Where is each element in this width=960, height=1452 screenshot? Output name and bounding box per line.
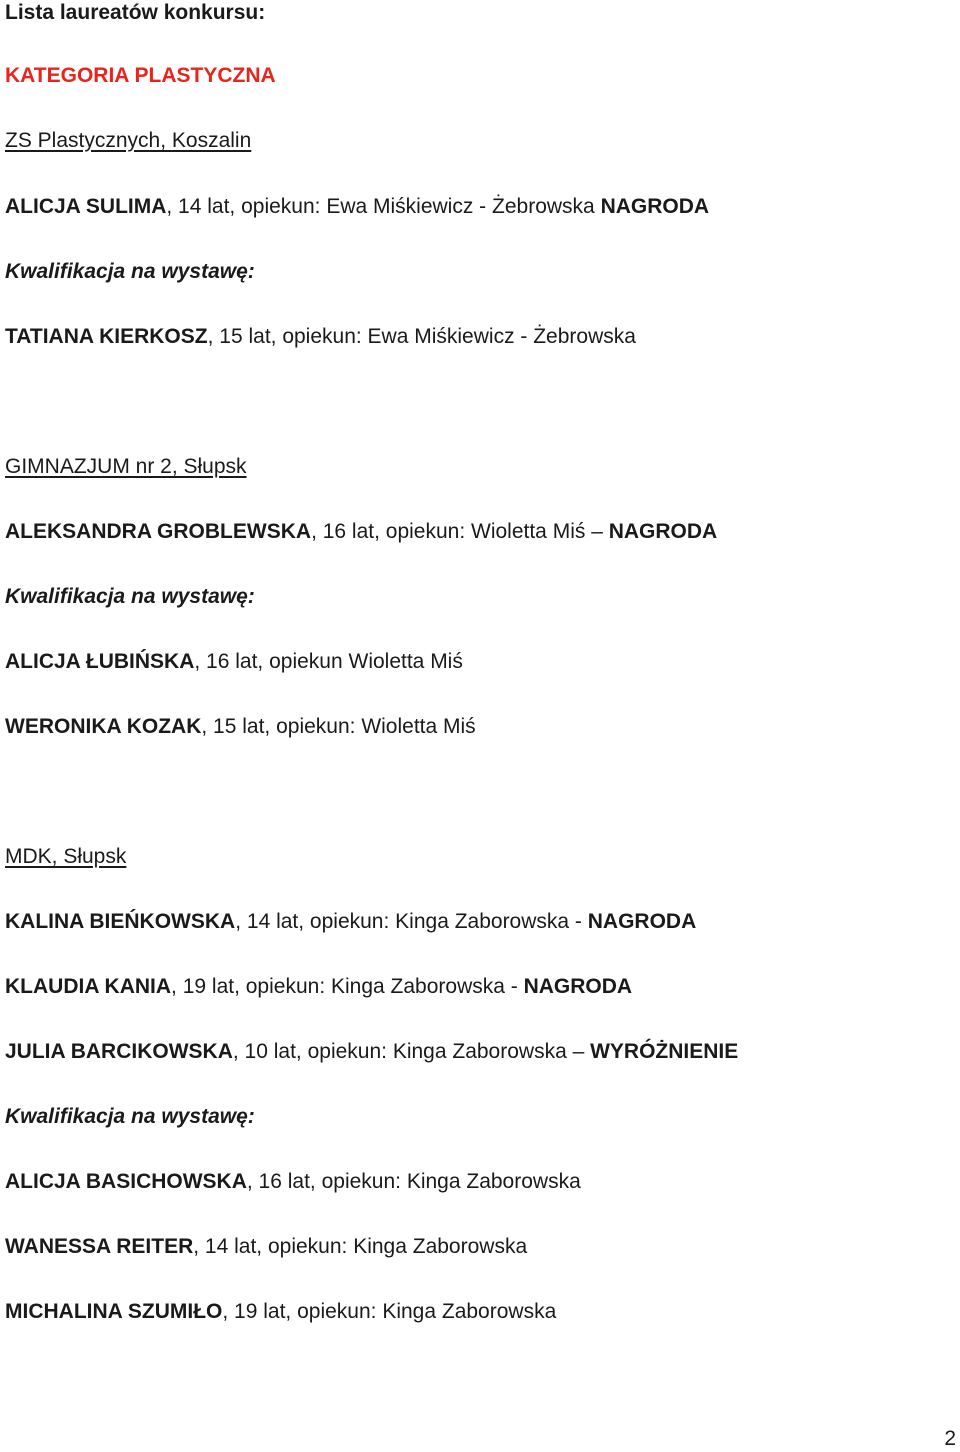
school-name: MDK, Słupsk (5, 845, 127, 868)
laureate-details: , 14 lat, opiekun: Ewa Miśkiewicz - Żebrowska (166, 195, 601, 218)
laureate-details: , 14 lat, opiekun: Kinga Zaborowska - (235, 910, 588, 933)
laureate-entry (5, 974, 632, 1000)
qualified-details: , 19 lat, opiekun: Kinga Zaborowska (222, 1300, 557, 1323)
qualification-heading: Kwalifikacja na wystawę: (5, 585, 255, 608)
award-label: NAGRODA (587, 910, 697, 933)
award-label: NAGRODA (600, 195, 710, 218)
qualified-name: WERONIKA KOZAK (5, 715, 202, 738)
qualified-details: , 15 lat, opiekun: Wioletta Miś (201, 715, 476, 738)
qualified-name: TATIANA KIERKOSZ (5, 325, 208, 348)
page-number: 2 (944, 1427, 956, 1450)
qualified-entry (5, 714, 476, 740)
laureate-name: JULIA BARCIKOWSKA (5, 1040, 233, 1063)
qualified-entry (5, 324, 636, 350)
qualified-name: MICHALINA SZUMIŁO (5, 1300, 223, 1323)
document-title: Lista laureatów konkursu: (5, 1, 266, 24)
laureate-entry (5, 909, 696, 935)
qualified-entry (5, 1234, 527, 1260)
laureate-entry (5, 1039, 738, 1065)
award-label: NAGRODA (608, 520, 718, 543)
qualified-details: , 15 lat, opiekun: Ewa Miśkiewicz - Żebrowska (207, 325, 636, 348)
qualified-name: WANESSA REITER (5, 1235, 194, 1258)
qualified-name: ALICJA ŁUBIŃSKA (5, 650, 195, 673)
laureate-details: , 16 lat, opiekun: Wioletta Miś – (311, 520, 609, 543)
laureate-entry (5, 194, 709, 220)
laureate-name: ALICJA SULIMA (5, 195, 167, 218)
qualified-entry (5, 649, 463, 675)
award-label: WYRÓŻNIENIE (590, 1040, 739, 1063)
qualified-details: , 14 lat, opiekun: Kinga Zaborowska (193, 1235, 528, 1258)
school-name: ZS Plastycznych, Koszalin (5, 129, 252, 152)
laureate-details: , 10 lat, opiekun: Kinga Zaborowska – (232, 1040, 591, 1063)
category-heading: KATEGORIA PLASTYCZNA (5, 64, 276, 87)
award-label: NAGRODA (523, 975, 633, 998)
school-name: GIMNAZJUM nr 2, Słupsk (5, 455, 247, 478)
qualified-name: ALICJA BASICHOWSKA (5, 1170, 247, 1193)
qualification-heading: Kwalifikacja na wystawę: (5, 1105, 255, 1128)
laureate-name: KALINA BIEŃKOWSKA (5, 910, 236, 933)
laureate-name: ALEKSANDRA GROBLEWSKA (5, 520, 312, 543)
laureate-details: , 19 lat, opiekun: Kinga Zaborowska - (171, 975, 524, 998)
qualified-entry (5, 1169, 581, 1195)
laureate-entry (5, 519, 717, 545)
laureate-name: KLAUDIA KANIA (5, 975, 172, 998)
qualification-heading: Kwalifikacja na wystawę: (5, 260, 255, 283)
qualified-details: , 16 lat, opiekun Wioletta Miś (194, 650, 463, 673)
qualified-details: , 16 lat, opiekun: Kinga Zaborowska (246, 1170, 581, 1193)
qualified-entry (5, 1299, 556, 1325)
